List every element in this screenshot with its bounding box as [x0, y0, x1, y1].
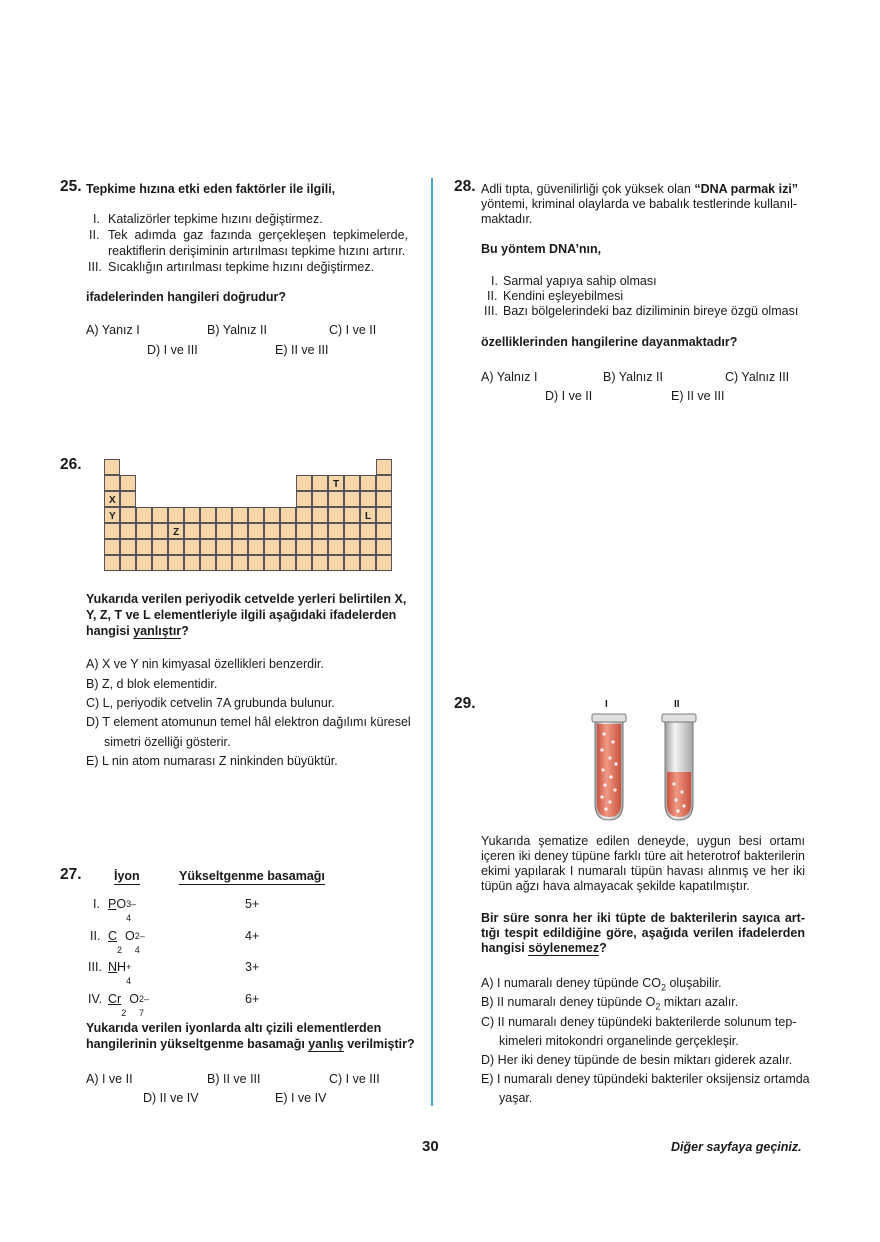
option-c[interactable]: C) I ve II — [329, 323, 377, 337]
option-a[interactable]: A) Yanız I — [86, 323, 140, 337]
question-subprompt: Bu yöntem DNA’nın, — [481, 242, 602, 256]
question-number: 28. — [454, 178, 476, 195]
question-stem-line: Yukarıda verilen periyodik cetvelde yerleri belirtilen X, — [86, 592, 407, 606]
option-a[interactable]: A) X ve Y nin kimyasal özellikleri benzerdir. — [86, 657, 324, 671]
periodic-cell — [232, 555, 248, 571]
periodic-cell — [264, 523, 280, 539]
option-a[interactable]: A) Yalnız I — [481, 370, 538, 384]
periodic-cell — [184, 523, 200, 539]
question-stem-line: maktadır. — [481, 212, 533, 226]
experiment-description: Yukarıda şematize edilen deneyde, uygun besi ortamı içeren iki deney tüpüne farklı türe ait heterotrof bakterilerin ekimi yapılarak I numaralı tüpün havası alınmış ve her iki tüpün ağzı hava almayacak şekilde kapatılmıştır. — [481, 834, 805, 893]
option-e-continued: yaşar. — [499, 1091, 533, 1105]
option-e[interactable]: E) L nin atom numarası Z ninkinden büyüktür. — [86, 754, 338, 768]
periodic-cell — [376, 459, 392, 475]
page-number: 30 — [422, 1138, 439, 1155]
periodic-cell — [152, 523, 168, 539]
periodic-cell — [216, 523, 232, 539]
periodic-cell — [120, 555, 136, 571]
periodic-cell — [296, 491, 312, 507]
periodic-cell — [152, 555, 168, 571]
periodic-cell — [360, 523, 376, 539]
tube-label-1: I — [605, 699, 608, 710]
periodic-cell — [152, 539, 168, 555]
question-prompt: özelliklerinden hangilerine dayanmaktadır? — [481, 335, 738, 349]
element-label-x: X — [109, 495, 116, 506]
column-header-oxidation: Yükseltgenme basamağı — [179, 869, 325, 883]
item-roman: II. — [89, 228, 100, 242]
periodic-cell — [312, 491, 328, 507]
periodic-cell — [184, 555, 200, 571]
column-header-ion: İyon — [114, 869, 140, 883]
tube-label-2: II — [674, 699, 680, 710]
row-roman: II. — [90, 929, 101, 943]
periodic-cell — [216, 507, 232, 523]
oxidation-value: 3+ — [245, 960, 260, 974]
periodic-cell — [312, 507, 328, 523]
option-d[interactable]: D) Her iki deney tüpünde de besin miktarı giderek azalır. — [481, 1053, 793, 1067]
periodic-cell — [216, 555, 232, 571]
item-text: reaktiflerin derişiminin artırılması tepkime hızını artırır. — [108, 244, 406, 258]
periodic-cell — [120, 491, 136, 507]
question-number: 26. — [60, 456, 82, 473]
item-roman: II. — [487, 289, 498, 303]
periodic-cell — [200, 555, 216, 571]
item-text: Katalizörler tepkime hızını değiştirmez. — [108, 212, 323, 226]
row-roman: III. — [88, 960, 102, 974]
periodic-cell — [376, 555, 392, 571]
question-number: 25. — [60, 178, 82, 195]
periodic-cell — [344, 507, 360, 523]
option-d-continued: simetri özelliği gösterir. — [104, 735, 231, 749]
periodic-cell — [104, 459, 120, 475]
periodic-cell — [312, 555, 328, 571]
periodic-cell — [248, 555, 264, 571]
periodic-cell — [312, 523, 328, 539]
option-c-continued: kimeleri mitokondri organelinde gerçekleşir. — [499, 1034, 739, 1048]
question-stem-line: Adli tıpta, güvenilirliği çok yüksek olan “DNA parmak izi” — [481, 182, 799, 196]
option-b[interactable]: B) II numaralı deney tüpünde $O_2$ miktarı azalır. — [481, 995, 739, 1012]
periodic-cell — [344, 539, 360, 555]
underlined-keyword: söylenemez — [528, 941, 600, 955]
periodic-cell — [280, 507, 296, 523]
periodic-cell — [328, 523, 344, 539]
question-stem-line: Y, Z, T ve L elementleriyle ilgili aşağıdaki ifadelerden — [86, 608, 397, 622]
column-divider — [431, 178, 433, 1106]
option-c[interactable]: C) I ve III — [329, 1072, 380, 1086]
periodic-cell — [280, 539, 296, 555]
periodic-cell — [104, 475, 120, 491]
periodic-cell — [136, 507, 152, 523]
periodic-cell — [376, 507, 392, 523]
option-d[interactable]: D) I ve III — [147, 343, 198, 357]
oxidation-value: 4+ — [245, 929, 260, 943]
tube-1 — [592, 714, 626, 820]
periodic-cell — [248, 507, 264, 523]
option-a[interactable]: A) I ve II — [86, 1072, 133, 1086]
periodic-cell — [344, 475, 360, 491]
periodic-cell — [200, 523, 216, 539]
row-roman: I. — [93, 897, 100, 911]
periodic-cell — [328, 491, 344, 507]
periodic-cell — [248, 539, 264, 555]
option-d[interactable]: D) T element atomunun temel hâl elektron dağılımı küresel — [86, 715, 411, 729]
item-text: Sıcaklığın artırılması tepkime hızını değiştirmez. — [108, 260, 375, 274]
item-text: Sarmal yapıya sahip olması — [503, 274, 657, 288]
test-tubes-figure — [580, 712, 720, 824]
tube-2 — [662, 714, 696, 820]
periodic-cell — [328, 539, 344, 555]
option-e[interactable]: E) I ve IV — [275, 1091, 327, 1105]
periodic-cell — [104, 555, 120, 571]
periodic-cell — [136, 555, 152, 571]
ion-formula: Cr 2 O 2– 7 — [108, 992, 149, 1018]
underlined-keyword: yanlıştır — [133, 624, 182, 638]
periodic-cell — [120, 523, 136, 539]
periodic-cell — [280, 555, 296, 571]
item-roman: I. — [93, 212, 100, 226]
periodic-cell — [168, 555, 184, 571]
periodic-cell — [344, 523, 360, 539]
periodic-cell — [200, 539, 216, 555]
question-stem-line: Yukarıda verilen iyonlarda altı çizili elementlerden — [86, 1021, 382, 1035]
question-prompt: ifadelerinden hangileri doğrudur? — [86, 290, 287, 304]
option-c[interactable]: C) L, periyodik cetvelin 7A grubunda bulunur. — [86, 696, 335, 710]
item-text: Bazı bölgelerindeki baz diziliminin bireye özgü olması — [503, 304, 799, 318]
question-stem-line: yöntemi, kriminal olaylarda ve babalık testlerinde kullanıl- — [481, 197, 798, 211]
question-number: 27. — [60, 866, 82, 883]
option-c[interactable]: C) II numaralı deney tüpündeki bakterilerde solunum tep- — [481, 1015, 797, 1029]
periodic-cell — [232, 507, 248, 523]
periodic-cell — [232, 523, 248, 539]
periodic-cell — [152, 507, 168, 523]
option-e[interactable]: E) II ve III — [671, 389, 725, 403]
next-page-note: Diğer sayfaya geçiniz. — [671, 1140, 802, 1154]
periodic-cell — [120, 507, 136, 523]
item-roman: III. — [484, 304, 498, 318]
periodic-cell — [184, 507, 200, 523]
item-roman: I. — [491, 274, 498, 288]
highlight-term: “DNA parmak izi” — [694, 182, 799, 196]
periodic-cell — [360, 475, 376, 491]
periodic-cell — [376, 491, 392, 507]
oxidation-value: 5+ — [245, 897, 260, 911]
periodic-cell — [296, 475, 312, 491]
oxidation-value: 6+ — [245, 992, 260, 1006]
item-roman: III. — [88, 260, 102, 274]
periodic-cell — [104, 539, 120, 555]
row-roman: IV. — [88, 992, 103, 1006]
option-b[interactable]: B) Z, d blok elementidir. — [86, 677, 218, 691]
periodic-cell — [216, 539, 232, 555]
option-e[interactable]: E) II ve III — [275, 343, 329, 357]
periodic-cell — [120, 539, 136, 555]
periodic-cell — [328, 555, 344, 571]
periodic-cell — [168, 507, 184, 523]
periodic-cell — [296, 539, 312, 555]
option-e[interactable]: E) I numaralı deney tüpündeki bakteriler oksijensiz ortamda — [481, 1072, 810, 1086]
option-a[interactable]: A) I numaralı deney tüpünde $CO_2$ oluşabilir. — [481, 976, 722, 993]
underlined-keyword: yanlış — [308, 1037, 344, 1051]
option-b[interactable]: B) Yalnız II — [603, 370, 663, 384]
option-d[interactable]: D) II ve IV — [143, 1091, 199, 1105]
question-number: 29. — [454, 695, 476, 712]
periodic-cell — [248, 523, 264, 539]
periodic-cell — [312, 475, 328, 491]
item-text: Tek adımda gaz fazında gerçekleşen tepkimelerde, — [108, 228, 408, 242]
periodic-cell — [136, 523, 152, 539]
periodic-cell — [136, 539, 152, 555]
periodic-cell — [184, 539, 200, 555]
ion-formula: NH + 4 — [108, 960, 132, 986]
option-c[interactable]: C) Yalnız III — [725, 370, 790, 384]
periodic-cell — [360, 491, 376, 507]
element-label-t: T — [333, 479, 340, 490]
question-stem-line: hangisi yanlıştır? — [86, 624, 189, 638]
element-label-z: Z — [173, 527, 180, 538]
periodic-cell — [168, 539, 184, 555]
periodic-cell — [264, 507, 280, 523]
periodic-cell — [296, 507, 312, 523]
periodic-cell — [120, 475, 136, 491]
ion-formula: PO 3– 4 — [108, 897, 137, 923]
periodic-cell — [360, 539, 376, 555]
option-b[interactable]: B) II ve III — [207, 1072, 261, 1086]
periodic-cell — [296, 555, 312, 571]
ion-formula: C 2 O 2– 4 — [108, 929, 145, 955]
periodic-cell — [376, 539, 392, 555]
periodic-cell — [104, 523, 120, 539]
option-d[interactable]: D) I ve II — [545, 389, 593, 403]
periodic-cell — [344, 555, 360, 571]
periodic-cell — [360, 555, 376, 571]
periodic-cell — [296, 523, 312, 539]
periodic-cell — [376, 523, 392, 539]
periodic-cell — [312, 539, 328, 555]
element-label-y: Y — [109, 511, 116, 522]
question-stem: Bir süre sonra her iki tüpte de bakterilerin sayıca art- tığı tespit edildiğine göre, aşağıda verilen ifadelerden hangisi söylenemez? — [481, 911, 805, 955]
periodic-cell — [200, 507, 216, 523]
periodic-cell — [232, 539, 248, 555]
periodic-cell — [264, 555, 280, 571]
periodic-cell — [264, 539, 280, 555]
periodic-cell — [376, 475, 392, 491]
question-stem: Tepkime hızına etki eden faktörler ile ilgili, — [86, 182, 336, 196]
periodic-cell — [280, 523, 296, 539]
question-stem-line: hangilerinin yükseltgenme basamağı yanlış verilmiştir? — [86, 1037, 415, 1051]
periodic-cell — [328, 507, 344, 523]
option-b[interactable]: B) Yalnız II — [207, 323, 267, 337]
periodic-cell — [344, 491, 360, 507]
element-label-l: L — [365, 511, 372, 522]
periodic-table-figure — [104, 459, 392, 571]
item-text: Kendini eşleyebilmesi — [503, 289, 624, 303]
